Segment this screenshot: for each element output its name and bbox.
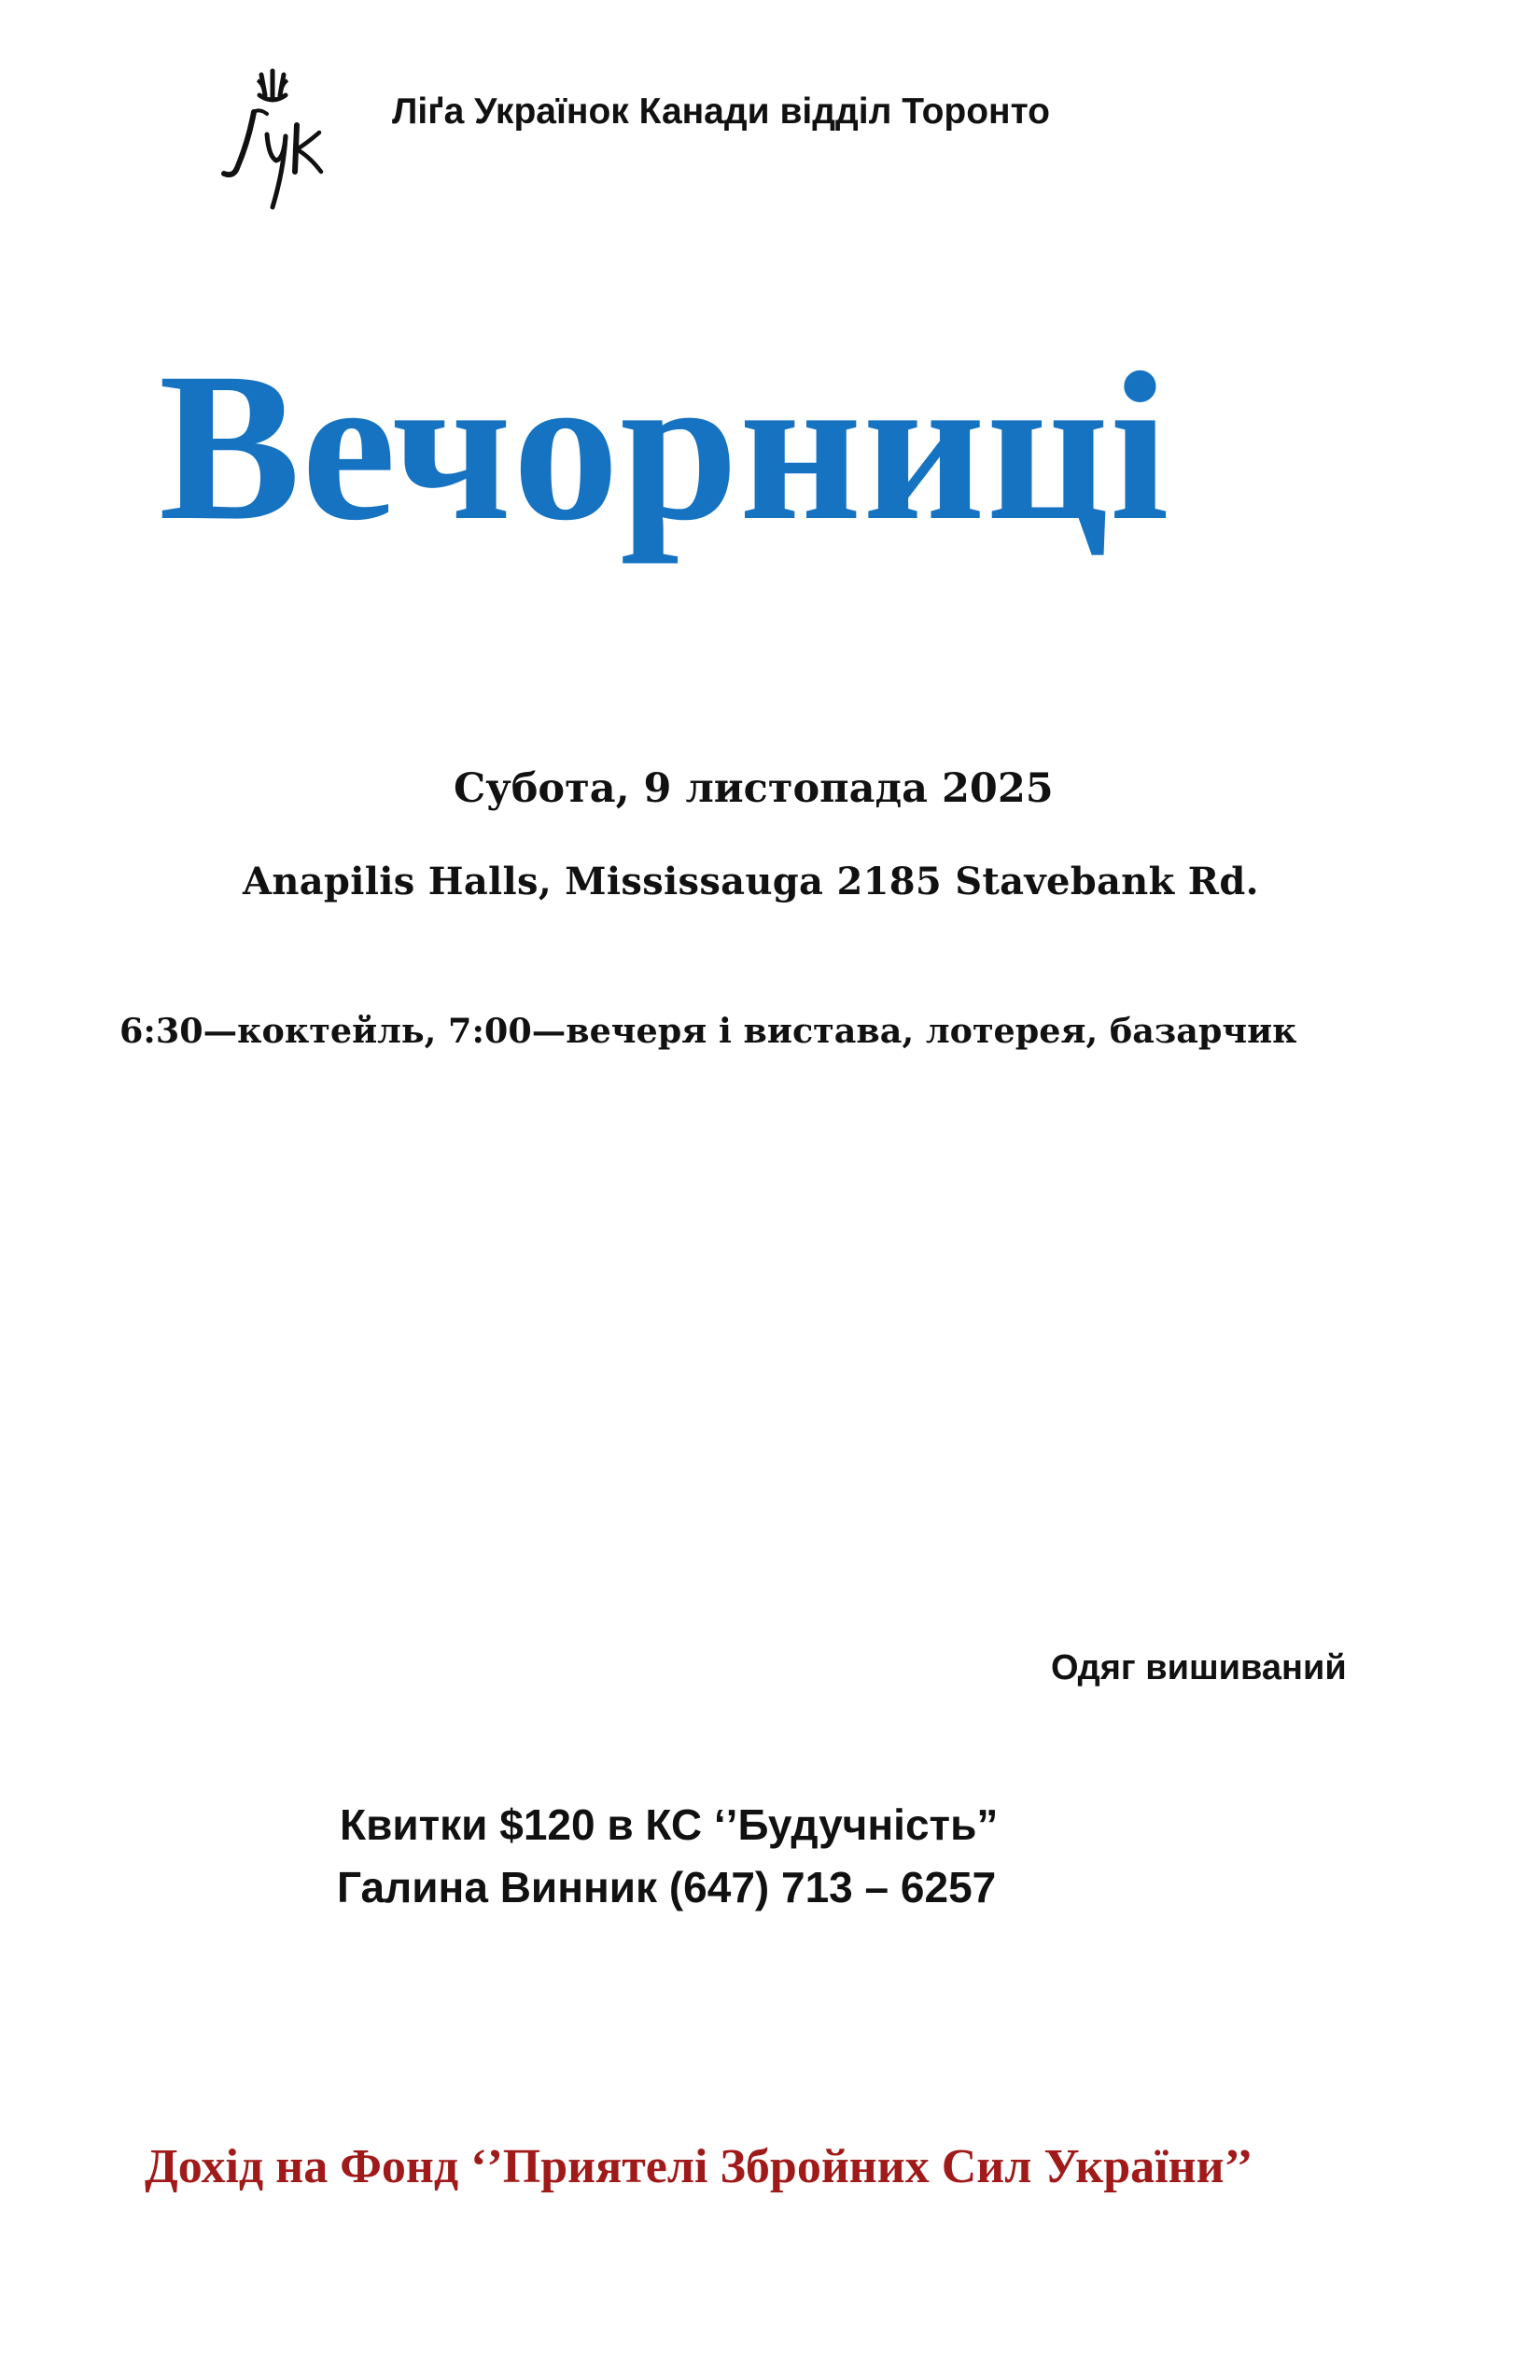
trident-monogram-logo [217, 67, 327, 215]
league-logo [217, 67, 327, 215]
ticket-info: Квитки $120 в КС ‘’Будучність” [340, 1800, 999, 1849]
event-venue: Anapilis Halls, Mississauga 2185 Stavebank Rd. [243, 860, 1259, 903]
event-title: Вечорниці [159, 329, 1170, 565]
proceeds-note: Дохід на Фонд ‘’Приятелі Збройних Сил України’’ [145, 2140, 1253, 2193]
dress-code: Одяг вишиваний [1051, 1648, 1347, 1687]
event-date: Субота, 9 листопада 2025 [454, 765, 1054, 812]
event-schedule: 6:30—коктейль, 7:00—вечеря і вистава, лотерея, базарчик [119, 1011, 1297, 1051]
contact-info: Галина Винник (647) 713 – 6257 [337, 1863, 997, 1911]
organization-name: Ліґа Українок Канади відділ Торонто [392, 91, 1051, 132]
